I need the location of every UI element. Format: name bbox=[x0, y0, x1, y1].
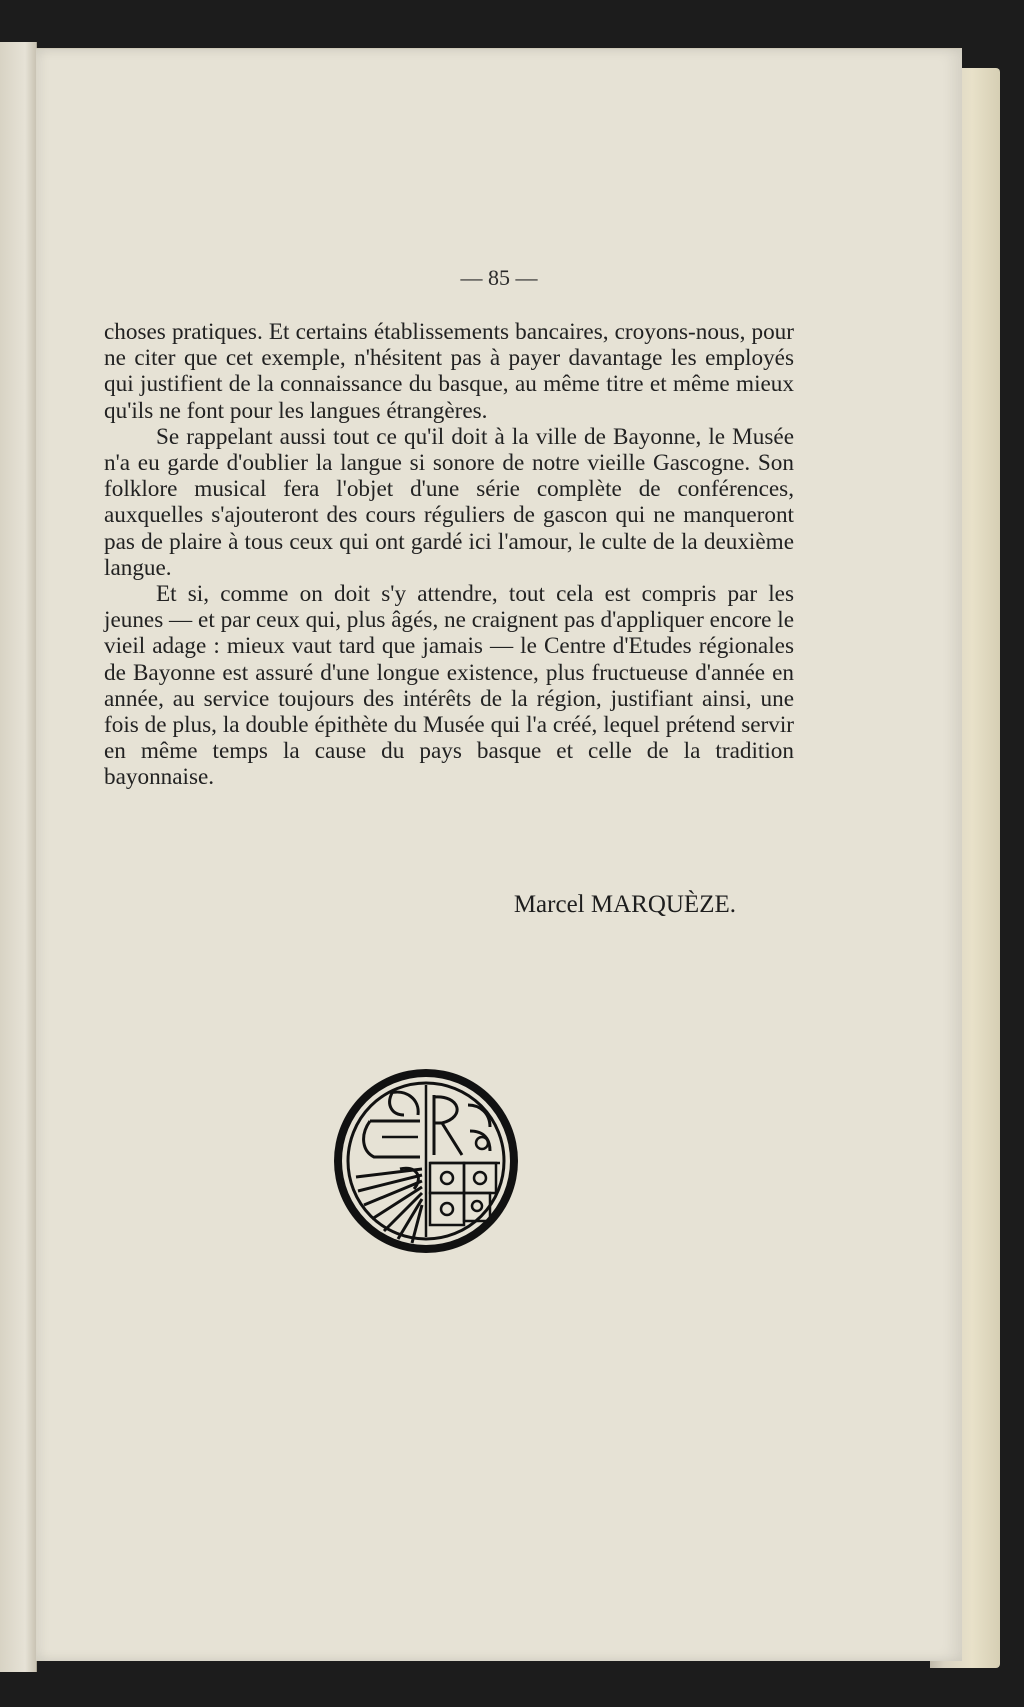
book-page bbox=[36, 48, 962, 1661]
facing-page-edge bbox=[0, 42, 37, 1672]
article-body bbox=[104, 319, 794, 791]
paragraph-1: choses pratiques. Et certains établissements bancaires, croyons-nous, pour ne citer que cet exemple, n'hésitent pas à payer davantage les employés qui justifient de la connaissance du basque, au même titre et même mieux qu'ils ne font pour les langues étrangères. bbox=[104, 319, 794, 424]
paragraph-3: Et si, comme on doit s'y attendre, tout cela est compris par les jeunes — et par ceux qui, plus âgés, ne craignent pas d'appliquer encore le vieil adage : mieux vaut tard que jamais — le Centre d'Etudes régionales de Bayonne est assuré d'une longue existence, plus fructueuse d'année en année, au service toujours des intérêts de la région, justifiant ainsi, une fois de plus, la double épithète du Musée qui l'a créé, lequel prétend servir en même temps la cause du pays basque et celle de la tradition bayonnaise. bbox=[104, 581, 794, 791]
museum-emblem-icon bbox=[330, 1065, 522, 1257]
author-signature: Marcel MARQUÈZE. bbox=[513, 891, 736, 918]
page-number: — 85 — bbox=[460, 265, 538, 290]
paragraph-2: Se rappelant aussi tout ce qu'il doit à la ville de Bayonne, le Musée n'a eu garde d'oublier la langue si sonore de notre vieille Gascogne. Son folklore musical fera l'objet d'une série complète de conférences, auxquelles s'ajouteront des cours réguliers de gascon qui ne manqueront pas de plaire à tous ceux qui ont gardé ici l'amour, le culte de la deuxième langue. bbox=[104, 423, 794, 581]
